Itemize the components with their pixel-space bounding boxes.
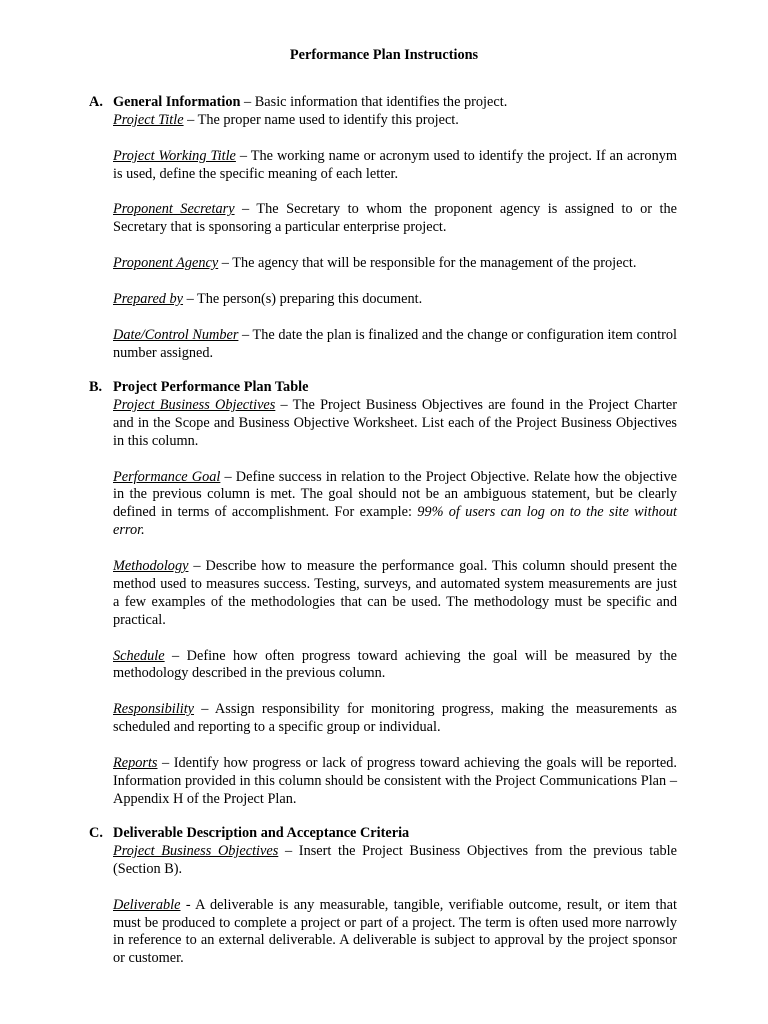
- section-heading-line: [113, 94, 677, 112]
- item-project-business-objectives: [113, 397, 677, 451]
- term-description: – Insert the Project Business Objectives from the previous table (Section B).: [113, 842, 678, 877]
- item-methodology: [113, 558, 677, 630]
- term-description: - A deliverable is any measurable, tangible, verifiable outcome, result, or item that must be produced to complete a project or part of a project. The term is often used more narrowly in reference to an external deliverable. A deliverable is subject to approval by the project sponsor or customer.: [113, 896, 677, 967]
- term-description: – Assign responsibility for monitoring progress, making the measurements as scheduled and reporting to a specific group or individual.: [113, 701, 677, 736]
- item-responsibility: [113, 701, 677, 737]
- term-description: – The date the plan is finalized and the change or configuration item control number assigned.: [113, 326, 677, 361]
- section-heading: General Information: [113, 94, 241, 110]
- term-label: Methodology: [113, 558, 189, 575]
- term-label: Performance Goal: [113, 468, 221, 485]
- item-schedule: [113, 648, 677, 684]
- section-deliverable-description: [89, 825, 678, 968]
- term-label: Prepared by: [113, 290, 184, 307]
- term-label: Schedule: [113, 647, 165, 664]
- item-project-title: [113, 112, 677, 130]
- section-general-information: [89, 94, 678, 363]
- item-project-business-objectives: [113, 843, 677, 879]
- item-project-working-title: [113, 148, 677, 184]
- term-description: – Identify how progress or lack of progress toward achieving the goals will be reported. Information provided in this column should be consistent with the Project Communications Plan – Appendix H of the Project Plan.: [113, 754, 677, 807]
- term-label: Proponent Agency: [113, 255, 219, 272]
- item-proponent-secretary: [113, 201, 677, 237]
- item-reports: [113, 755, 677, 809]
- section-letter: C.: [89, 825, 103, 841]
- item-proponent-agency: [113, 255, 677, 273]
- item-deliverable: [113, 897, 677, 969]
- section-project-performance-plan-table: [89, 379, 677, 809]
- section-items: [113, 112, 677, 363]
- section-heading: Project Performance Plan Table: [113, 379, 309, 395]
- item-performance-goal: [113, 469, 677, 541]
- term-label: Responsibility: [113, 701, 195, 718]
- term-description: – The person(s) preparing this document.: [183, 290, 423, 307]
- item-date-control-number: [113, 327, 677, 363]
- item-prepared-by: [113, 291, 677, 309]
- section-letter: B.: [89, 379, 103, 395]
- term-label: Project Business Objectives: [113, 842, 279, 859]
- term-description: – The working name or acronym used to identify the project. If an acronym is used, define the specific meaning of each letter.: [113, 147, 678, 182]
- term-description: – The Secretary to whom the proponent agency is assigned to or the Secretary that is sponsoring a particular enterprise project.: [113, 201, 677, 236]
- term-description: – Define how often progress toward achieving the goal will be measured by the methodology described in the previous column.: [113, 647, 677, 682]
- term-label: Date/Control Number: [113, 326, 239, 343]
- section-heading-suffix: – Basic information that identifies the project.: [240, 94, 508, 110]
- term-label: Project Business Objectives: [113, 396, 276, 413]
- section-items: [113, 843, 677, 968]
- term-description: – The proper name used to identify this project.: [183, 111, 459, 128]
- term-description: – The agency that will be responsible for the management of the project.: [218, 255, 637, 272]
- example-text: 99% of users can log on to the site without error.: [113, 504, 677, 539]
- term-description: – The Project Business Objectives are found in the Project Charter and in the Scope and Business Objective Worksheet. List each of the Project Business Objectives in this column.: [113, 396, 677, 449]
- term-label: Reports: [113, 754, 158, 771]
- term-description: – Define success in relation to the Project Objective. Relate how the objective in the previous column is met. The goal should not be an ambiguous statement, but be clearly defined in terms of accomplishment. For example:: [113, 468, 677, 521]
- term-label: Deliverable: [113, 896, 181, 913]
- section-heading: Deliverable Description and Acceptance Criteria: [113, 825, 410, 841]
- term-label: Proponent Secretary: [113, 201, 235, 218]
- document-title: Performance Plan Instructions: [289, 47, 479, 63]
- term-label: Project Working Title: [113, 147, 236, 164]
- term-description: – Describe how to measure the performance goal. This column should present the method used to measures success. Testing, surveys, and automated system measurements are just a few examples of the methodologies that can be used. The methodology must be specific and practical.: [113, 558, 677, 628]
- section-items: [113, 397, 677, 809]
- term-label: Project Title: [113, 111, 184, 128]
- section-letter: A.: [89, 94, 103, 110]
